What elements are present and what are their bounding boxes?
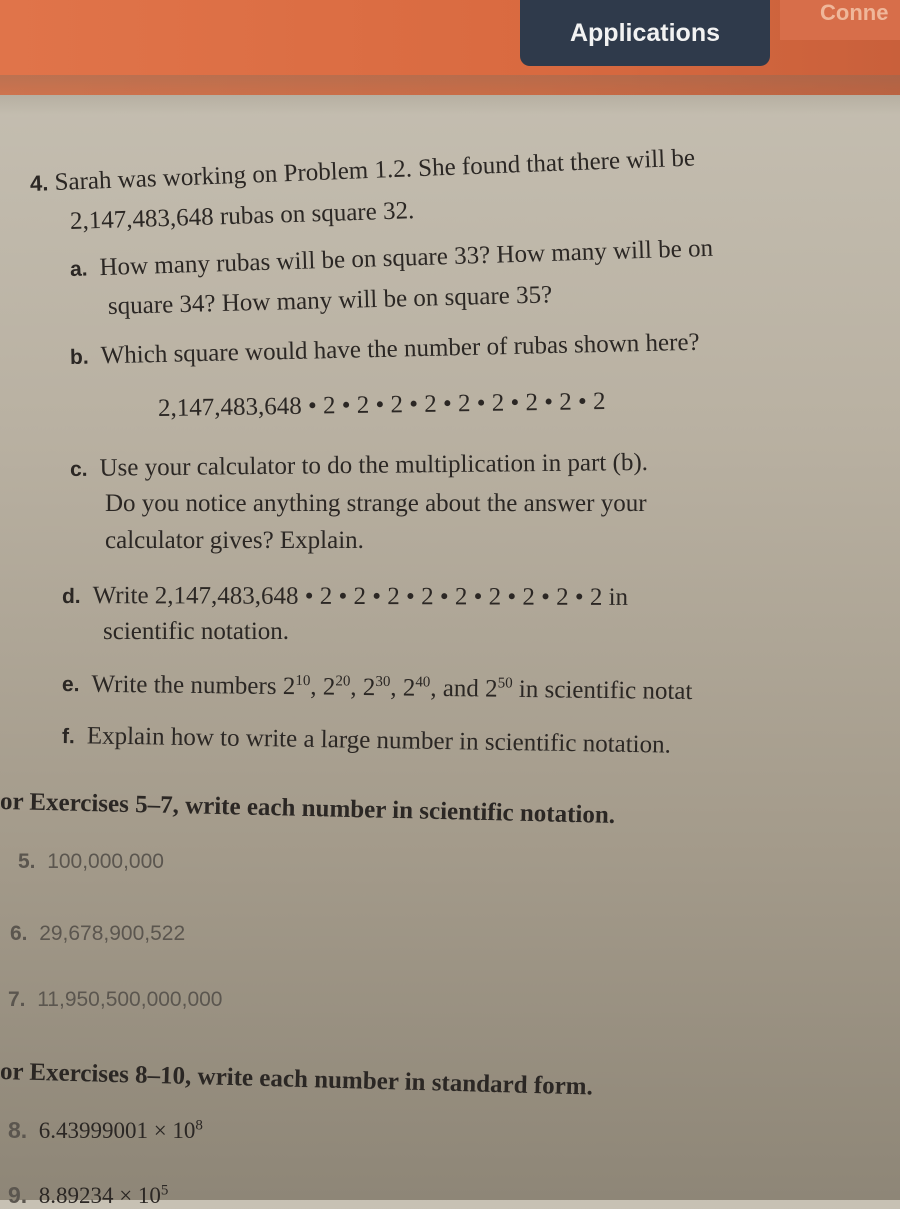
part-b-expression: 2,147,483,648 • 2 • 2 • 2 • 2 • 2 • 2 • 2 • 2 • 2 [157,387,606,422]
exercise-7: 7. 11,950,500,000,000 [8,988,223,1011]
part-c: c. Use your calculator to do the multiplication in part (b). [69,448,649,482]
part-d: d. Write 2,147,483,648 • 2 • 2 • 2 • 2 • 2 • 2 • 2 • 2 • 2 in [61,582,629,611]
exercise-8: 8. $6.43999001 \times 10^8$ [8,1117,203,1143]
exercise-9: 9. $8.89234 \times 10^5$ [8,1182,169,1208]
part-c-line3: calculator gives? Explain. [105,527,364,554]
instructions-5-7: or Exercises 5–7, write each number in scientific notation. [0,788,616,829]
part-b: b. Which square would have the number of rubas shown here? [69,328,700,370]
problem-4-intro: 4. Sarah was working on Problem 1.2. She found that there will be [29,144,696,197]
part-a-line2: square 34? How many will be on square 35? [107,281,553,320]
part-e: e. Write the numbers $2^{10}$, $2^{20}$, $2^{30}$, $2^{40}$, and $2^{50}$ in scientific notat [61,670,693,706]
exercise-5: 5. 100,000,000 [18,850,164,873]
applications-tab: Applications [520,0,770,66]
connections-tab: Conne [780,0,900,40]
problem-number: 4. [29,170,49,196]
page-curve-shadow [0,75,900,115]
instructions-8-10: or Exercises 8–10, write each number in standard form. [0,1058,594,1101]
part-a: a. How many rubas will be on square 33? How many will be on [69,234,714,282]
part-d-line2: scientific notation. [103,618,290,645]
problem-4-intro-line2: 2,147,483,648 rubas on square 32. [69,197,415,235]
part-c-line2: Do you notice anything strange about the answer your [105,490,647,517]
exercise-6: 6. 29,678,900,522 [10,922,186,945]
part-f: f. Explain how to write a large number in scientific notation. [61,722,672,759]
